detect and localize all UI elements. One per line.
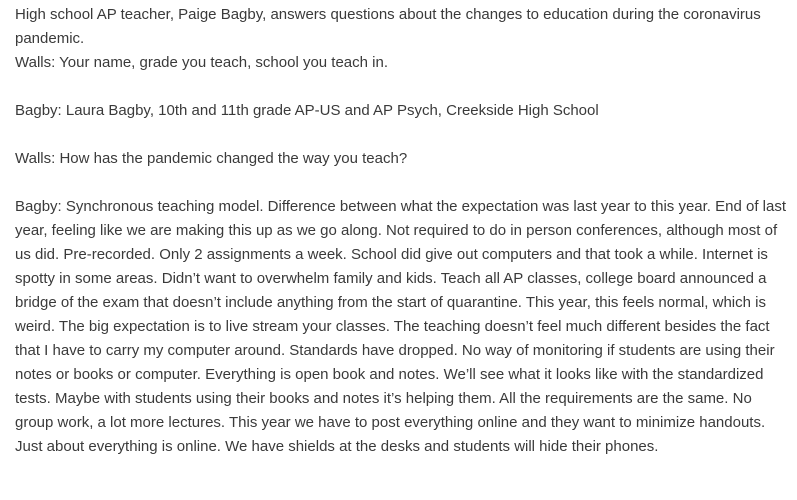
answer-1: Bagby: Laura Bagby, 10th and 11th grade AP-US and AP Psych, Creekside High School [15,102,599,119]
paragraph-spacer [15,75,790,99]
paragraph-spacer [15,171,790,195]
question-1: Walls: Your name, grade you teach, school you teach in. [15,54,389,71]
article-body [15,3,790,459]
question-2: Walls: How has the pandemic changed the way you teach? [15,150,408,167]
answer-2: Bagby: Synchronous teaching model. Difference between what the expectation was last year to this year. End of last year, feeling like we are making this up as we go along. Not required to do in person conferences, although most of us did. Pre-recorded. Only 2 assignments a week. School did give out computers and that took a while. Internet is spotty in some areas. Didn’t want to overwhelm family and kids. Teach all AP classes, college board announced a bridge of the exam that doesn’t include anything from the start of quarantine. This year, this feels normal, which is weird. The big expectation is to live stream your classes. The teaching doesn’t feel much different besides the fact that I have to carry my computer around. Standards have dropped. No way of monitoring if students are using their notes or books or computer. Everything is open book and notes. We’ll see what it looks like with the standardized tests. Maybe with students using their books and notes it’s helping them. All the requirements are the same. No group work, a lot more lectures. This year we have to post everything online and they want to minimize handouts. Just about everything is online. We have shields at the desks and students will hide their phones. [15,198,787,455]
paragraph-spacer [15,123,790,147]
intro-paragraph: High school AP teacher, Paige Bagby, answers questions about the changes to education during the coronavirus pandemic. [15,6,761,47]
